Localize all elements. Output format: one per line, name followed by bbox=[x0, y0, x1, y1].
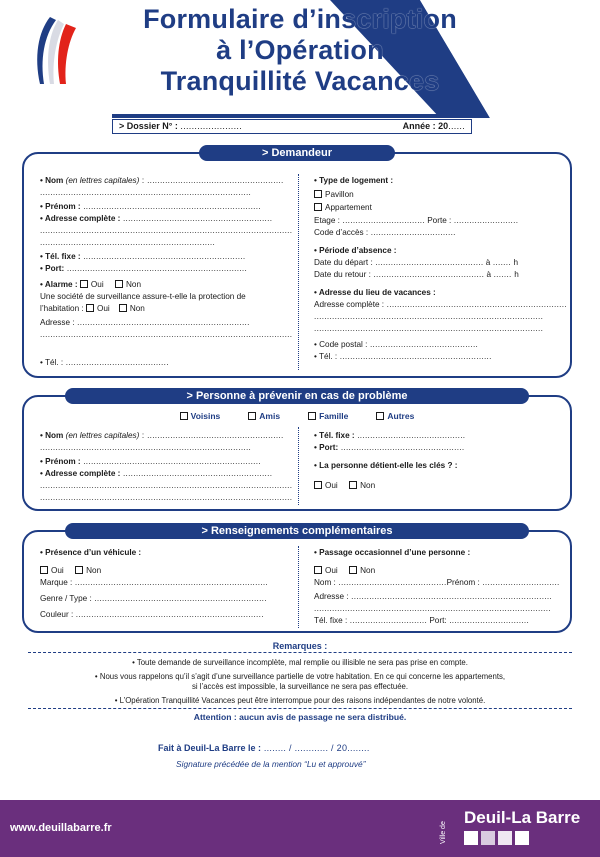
title-line-3: Tranquillité Vacances bbox=[160, 66, 440, 96]
personne-prenom-field[interactable]: • Prénom : ..................................................................... bbox=[40, 457, 261, 466]
remarques-title: Remarques : bbox=[272, 641, 328, 651]
passage-nom-prenom-row[interactable]: Nom : ..........................................Prénom : .............................. bbox=[314, 578, 560, 587]
societe-adresse-field[interactable]: Adresse : ................................................................... bbox=[40, 318, 250, 327]
title-line-2: à l’Opération bbox=[216, 35, 384, 65]
societe-tel-field[interactable]: • Tél. : ........................................ bbox=[40, 358, 169, 367]
personne-nom-line2[interactable]: .................................................................................. bbox=[40, 443, 252, 452]
prenom-field[interactable]: • Prénom : ..................................................................... bbox=[40, 202, 261, 211]
section-demandeur bbox=[22, 147, 572, 378]
section-title-complementaires: > Renseignements complémentaires bbox=[65, 523, 529, 539]
website-link[interactable]: www.deuillabarre.fr bbox=[10, 822, 112, 834]
remarque-1: • Toute demande de surveillance incomplète, mal remplie ou illisible ne sera pas prise en compte. bbox=[132, 658, 468, 667]
remarques-divider-bottom bbox=[28, 708, 572, 709]
passage-non-checkbox[interactable] bbox=[349, 566, 357, 574]
passage-label: • Passage occasionnel d’une personne : bbox=[314, 548, 471, 557]
pavillon-option[interactable]: Pavillon bbox=[314, 190, 354, 200]
column-divider bbox=[298, 174, 299, 370]
pavillon-checkbox[interactable] bbox=[314, 190, 322, 198]
societe-adresse-line2[interactable]: .................................................................................................. bbox=[40, 330, 293, 339]
cles-row: Oui Non bbox=[314, 481, 375, 491]
port-field[interactable]: • Port: ...................................................................... bbox=[40, 264, 248, 273]
remarque-2: • Nous vous rappelons qu’il s’agit d’une surveillance partielle de votre habitation. En ce qui concerne les appartements, bbox=[94, 672, 506, 681]
column-divider bbox=[298, 546, 299, 628]
choice-famille[interactable]: Famille bbox=[308, 411, 348, 421]
annee-field[interactable]: Année : 20...... bbox=[402, 121, 465, 131]
section-title-demandeur: > Demandeur bbox=[199, 145, 395, 161]
signature-mention: Signature précédée de la mention “Lu et approuvé” bbox=[176, 759, 366, 769]
dossier-bar bbox=[112, 119, 472, 134]
adresse-vacances-line2[interactable]: ......................................................................................... bbox=[314, 312, 544, 321]
marque-field[interactable]: Marque : ........................................................................... bbox=[40, 578, 268, 587]
choice-autres[interactable]: Autres bbox=[376, 411, 414, 421]
remarques-divider-top bbox=[28, 652, 572, 653]
personne-nom-field[interactable]: • Nom (en lettres capitales) : ..................................................... bbox=[40, 431, 284, 440]
appartement-checkbox[interactable] bbox=[314, 203, 322, 211]
choice-voisins[interactable]: Voisins bbox=[180, 411, 221, 421]
adresse-field-line3[interactable]: .................................................................... bbox=[40, 238, 216, 247]
footer bbox=[0, 800, 600, 857]
passage-tel-row[interactable]: Tél. fixe : .............................. Port: ............................... bbox=[314, 616, 530, 625]
attention-note: Attention : aucun avis de passage ne sera distribué. bbox=[193, 712, 407, 722]
remarque-2-cont: si l’accès est impossible, la surveillance ne sera pas effectuée. bbox=[191, 682, 409, 691]
dossier-field[interactable]: > Dossier N° : ...................... bbox=[119, 121, 243, 131]
city-brand: Deuil-La Barre bbox=[464, 808, 581, 827]
couleur-field[interactable]: Couleur : ......................................................................... bbox=[40, 610, 264, 619]
cles-oui-checkbox[interactable] bbox=[314, 481, 322, 489]
passage-oui-checkbox[interactable] bbox=[314, 566, 322, 574]
code-postal-field[interactable]: • Code postal : .......................................... bbox=[314, 340, 479, 349]
tel-fixe-field[interactable]: • Tél. fixe : ............................................................... bbox=[40, 252, 246, 261]
remarque-3: • L’Opération Tranquillité Vacances peut être interrompue pour des raisons indépendantes de notre volonté. bbox=[114, 696, 486, 705]
periode-label: • Période d’absence : bbox=[314, 246, 397, 255]
personne-adresse-line3[interactable]: .................................................................................................. bbox=[40, 493, 293, 502]
adresse-field[interactable]: • Adresse complète : .......................................................... bbox=[40, 214, 273, 223]
retour-field[interactable]: Date du retour : ........................................... à ....... h bbox=[314, 270, 520, 279]
societe-oui-checkbox[interactable] bbox=[86, 304, 94, 312]
adresse-field-line2[interactable]: .................................................................................................. bbox=[40, 226, 293, 235]
nom-field-line2[interactable]: .................................................................................. bbox=[40, 188, 252, 197]
adresse-vacances-line3[interactable]: ......................................................................................... bbox=[314, 324, 544, 333]
fait-a-field[interactable]: Fait à Deuil-La Barre le : ........ / ............ / 20........ bbox=[158, 743, 370, 753]
cles-question: • La personne détient-elle les clés ? : bbox=[314, 461, 458, 470]
appartement-option[interactable]: Appartement bbox=[314, 203, 372, 213]
etage-porte-row[interactable]: Etage : ................................ Porte : ......................... bbox=[314, 216, 519, 225]
french-flag-icon bbox=[20, 12, 100, 92]
passage-adresse-field[interactable]: Adresse : .............................................................................. bbox=[314, 592, 552, 601]
alarme-non-checkbox[interactable] bbox=[115, 280, 123, 288]
title-line-1: Formulaire d’inscription bbox=[143, 4, 457, 34]
societe-row: l’habitation : Oui Non bbox=[40, 304, 145, 313]
choice-amis[interactable]: Amis bbox=[248, 411, 280, 421]
section-personne bbox=[22, 390, 572, 511]
societe-non-checkbox[interactable] bbox=[119, 304, 127, 312]
personne-port-field[interactable]: • Port: ................................................ bbox=[314, 443, 465, 452]
vehicule-label: • Présence d’un véhicule : bbox=[40, 548, 142, 557]
societe-text: Une société de surveillance assure-t-elle la protection de bbox=[40, 292, 246, 301]
passage-row: Oui Non bbox=[314, 566, 375, 576]
personne-tel-fixe-field[interactable]: • Tél. fixe : .......................................... bbox=[314, 431, 466, 440]
column-divider bbox=[298, 427, 299, 505]
vacances-tel-field[interactable]: • Tél. : ........................................................... bbox=[314, 352, 492, 361]
depart-field[interactable]: Date du départ : .......................................... à ....... h bbox=[314, 258, 519, 267]
section-complementaires bbox=[22, 525, 572, 633]
vehicule-oui-checkbox[interactable] bbox=[40, 566, 48, 574]
genre-field[interactable]: Genre / Type : ................................................................... bbox=[40, 594, 267, 603]
alarme-row: • Alarme : Oui Non bbox=[40, 280, 142, 289]
vehicule-row: Oui Non bbox=[40, 566, 101, 576]
relation-choices bbox=[24, 411, 570, 421]
ville-de-label: Ville de bbox=[440, 821, 447, 844]
personne-adresse-field[interactable]: • Adresse complète : .......................................................... bbox=[40, 469, 273, 478]
vehicule-non-checkbox[interactable] bbox=[75, 566, 83, 574]
personne-adresse-line2[interactable]: .................................................................................................. bbox=[40, 481, 293, 490]
code-acces-field[interactable]: Code d’accès : ................................. bbox=[314, 228, 456, 237]
adresse-vacances-label: • Adresse du lieu de vacances : bbox=[314, 288, 436, 297]
nom-field[interactable]: • Nom (en lettres capitales) : ..................................................... bbox=[40, 176, 284, 185]
form-title bbox=[90, 4, 510, 97]
section-title-personne: > Personne à prévenir en cas de problème bbox=[65, 388, 529, 404]
alarme-oui-checkbox[interactable] bbox=[80, 280, 88, 288]
adresse-vacances-field[interactable]: Adresse complète : ...................................................................... bbox=[314, 300, 567, 309]
city-logo-icon bbox=[464, 831, 529, 845]
type-logement-label: • Type de logement : bbox=[314, 176, 394, 185]
cles-non-checkbox[interactable] bbox=[349, 481, 357, 489]
passage-adresse-line2[interactable]: ............................................................................................ bbox=[314, 604, 551, 613]
